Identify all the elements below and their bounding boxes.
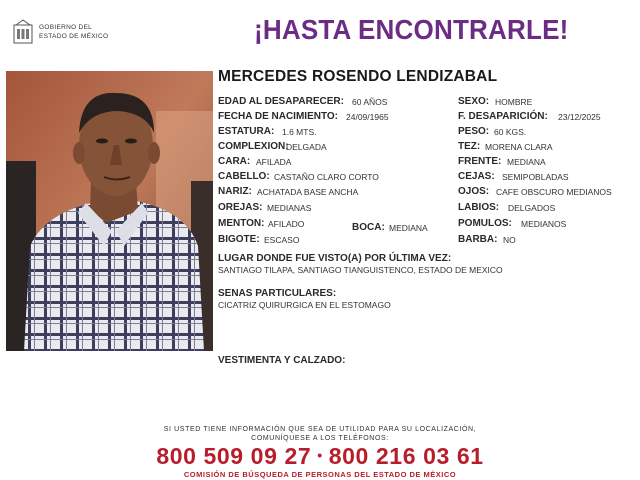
footer-note-line2: COMUNÍQUESE A LOS TELÉFONOS: xyxy=(251,435,389,442)
desaparicion-value: 23/12/2025 xyxy=(558,112,601,122)
labios-value: DELGADOS xyxy=(508,203,556,213)
commission-name: COMISIÓN DE BÚSQUEDA DE PERSONAS DEL ESTADO DE MÉXICO xyxy=(183,470,457,479)
government-logo xyxy=(12,19,112,45)
government-name-line2: ESTADO DE MÉXICO xyxy=(39,33,109,40)
edad-label: EDAD AL DESAPARECER: xyxy=(218,96,344,107)
state-emblem-icon xyxy=(12,19,34,45)
bigote-value: ESCASO xyxy=(264,235,300,245)
pomulos-label: POMULOS: xyxy=(458,218,512,229)
clothing-label: VESTIMENTA Y CALZADO: xyxy=(218,355,346,366)
peso-label: PESO: xyxy=(458,126,490,137)
cara-value: AFILADA xyxy=(256,157,292,167)
phone-number-2[interactable]: 800 216 03 61 xyxy=(328,443,484,469)
estatura-value: 1.6 MTS. xyxy=(282,127,317,137)
complexion-value: DELGADA xyxy=(286,142,327,152)
boca-value: MEDIANA xyxy=(389,223,428,233)
phone-separator: • xyxy=(317,447,323,463)
last-seen-value: SANTIAGO TILAPA, SANTIAGO TIANGUISTENCO, ESTADO DE MEXICO xyxy=(218,265,503,275)
nariz-label: NARIZ: xyxy=(218,186,252,197)
nacimiento-value: 24/09/1965 xyxy=(346,112,389,122)
phone-numbers xyxy=(0,443,640,470)
labios-label: LABIOS: xyxy=(458,202,500,213)
cabello-label: CABELLO: xyxy=(218,171,270,182)
ojos-label: OJOS: xyxy=(458,186,490,197)
headline: ¡HASTA ENCONTRARLE! xyxy=(254,14,569,45)
sexo-label: SEXO: xyxy=(458,96,490,107)
edad-value: 60 AÑOS xyxy=(352,97,388,107)
barba-value: NO xyxy=(503,235,516,245)
orejas-label: OREJAS: xyxy=(218,202,263,213)
bigote-label: BIGOTE: xyxy=(218,234,260,245)
estatura-label: ESTATURA: xyxy=(218,126,275,137)
cara-label: CARA: xyxy=(218,156,251,167)
desaparicion-label: F. DESAPARICIÓN: xyxy=(458,111,548,122)
footer-note-line1: SI USTED TIENE INFORMACIÓN QUE SEA DE UTILIDAD PARA SU LOCALIZACIÓN, xyxy=(163,426,477,433)
menton-label: MENTON: xyxy=(218,218,265,229)
barba-label: BARBA: xyxy=(458,234,498,245)
marks-value: CICATRIZ QUIRURGICA EN EL ESTOMAGO xyxy=(218,300,391,310)
orejas-value: MEDIANAS xyxy=(267,203,312,213)
cabello-value: CASTAÑO CLARO CORTO xyxy=(274,172,379,182)
person-name: MERCEDES ROSENDO LENDIZABAL xyxy=(218,68,498,85)
portrait-illustration xyxy=(6,71,213,351)
nariz-value: ACHATADA BASE ANCHA xyxy=(257,187,359,197)
frente-label: FRENTE: xyxy=(458,156,502,167)
ojos-value: CAFE OBSCURO MEDIANOS xyxy=(496,187,612,197)
cejas-value: SEMIPOBLADAS xyxy=(502,172,569,182)
menton-value: AFILADO xyxy=(268,219,305,229)
complexion-label: COMPLEXION: xyxy=(218,141,289,152)
tez-value: MORENA CLARA xyxy=(485,142,553,152)
pomulos-value: MEDIANOS xyxy=(521,219,567,229)
sexo-value: HOMBRE xyxy=(495,97,533,107)
last-seen-label: LUGAR DONDE FUE VISTO(A) POR ÚLTIMA VEZ: xyxy=(218,253,452,264)
frente-value: MEDIANA xyxy=(507,157,546,167)
government-name-line1: GOBIERNO DEL xyxy=(39,24,93,31)
person-photo xyxy=(6,71,213,351)
marks-label: SENAS PARTICULARES: xyxy=(218,288,337,299)
boca-label: BOCA: xyxy=(352,222,385,233)
cejas-label: CEJAS: xyxy=(458,171,495,182)
peso-value: 60 KGS. xyxy=(494,127,527,137)
nacimiento-label: FECHA DE NACIMIENTO: xyxy=(218,111,338,122)
phone-number-1[interactable]: 800 509 09 27 xyxy=(156,443,312,469)
tez-label: TEZ: xyxy=(458,141,481,152)
